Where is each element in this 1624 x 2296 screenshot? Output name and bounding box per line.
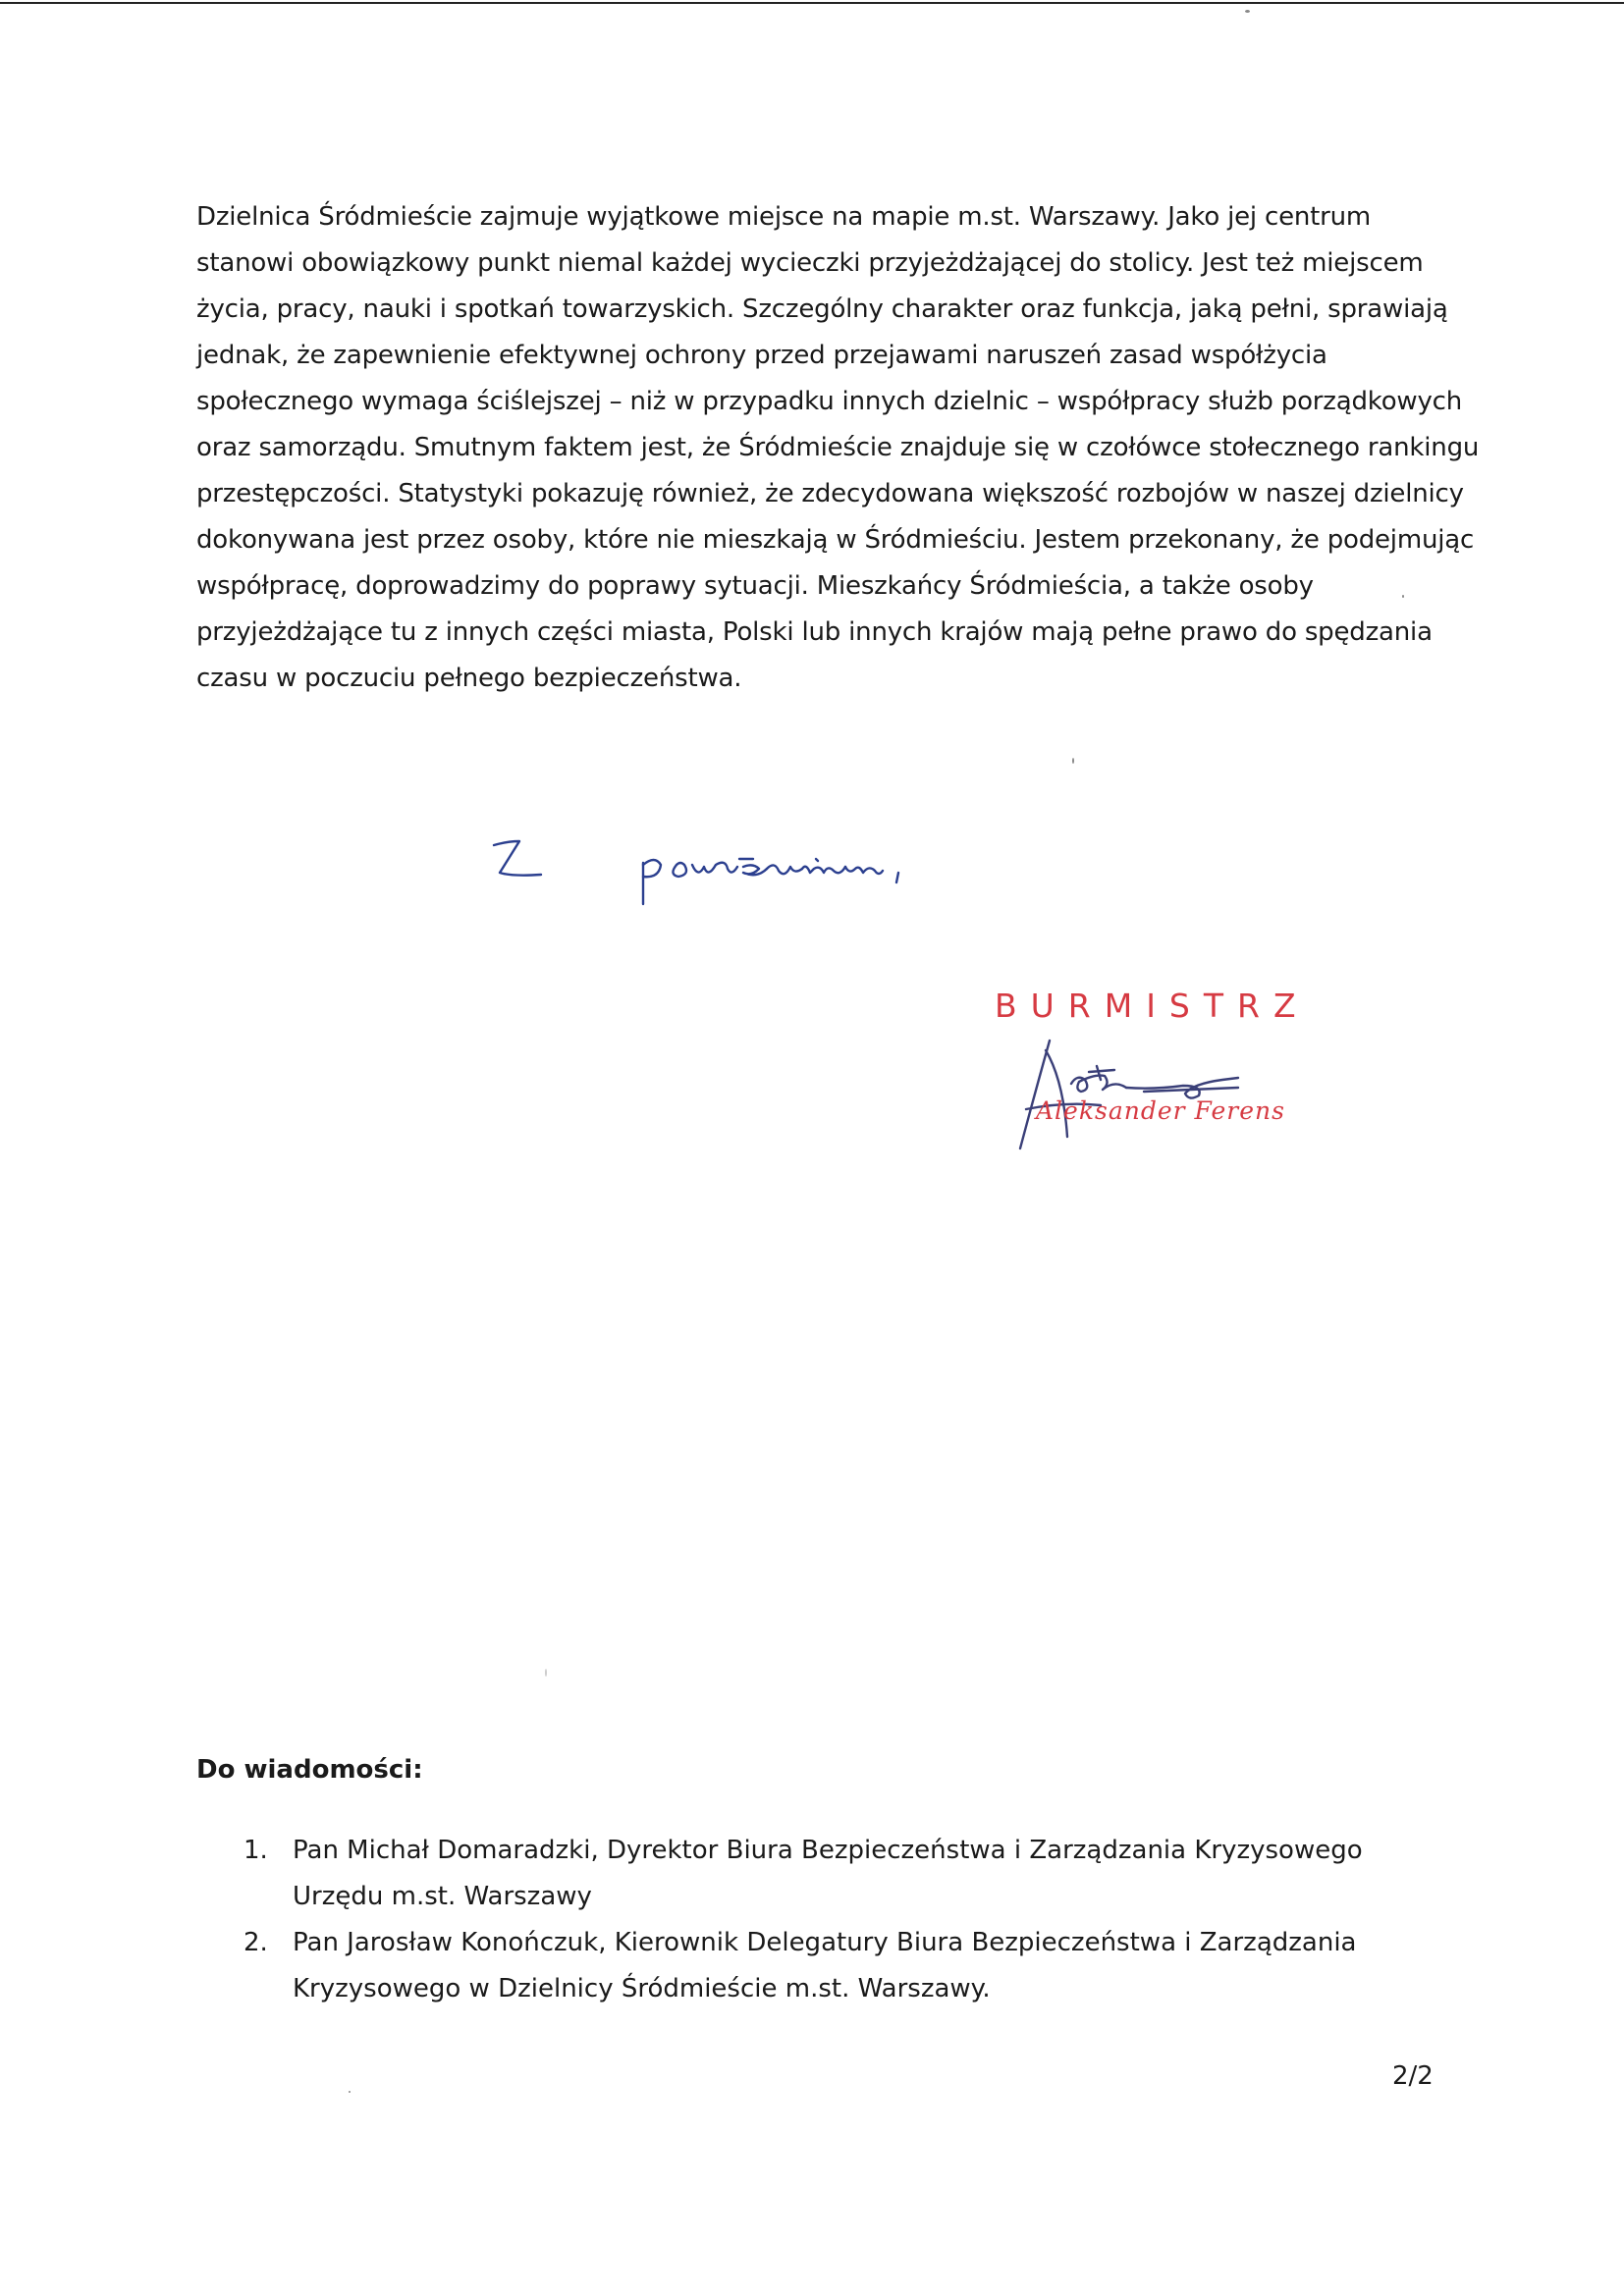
scan-speck bbox=[1402, 595, 1404, 598]
scan-speck bbox=[349, 2091, 351, 2093]
list-item-line: Pan Michał Domaradzki, Dyrektor Biura Bezpieczeństwa i Zarządzania Kryzysowego bbox=[293, 1836, 1363, 1865]
top-edge-rule bbox=[0, 2, 1624, 4]
stamp-title: BURMISTRZ bbox=[995, 987, 1310, 1025]
scan-speck bbox=[545, 1669, 547, 1677]
stamp-name: Aleksander Ferens bbox=[1036, 1096, 1285, 1125]
body-line: Dzielnica Śródmieście zajmuje wyjątkowe miejsce na mapie m.st. Warszawy. Jako jej centrum bbox=[196, 202, 1372, 232]
list-item-text bbox=[293, 1828, 1375, 1920]
body-line: społecznego wymaga ściślejszej – niż w przypadku innych dzielnic – współpracy służb porządkowych bbox=[196, 387, 1463, 416]
mayor-stamp bbox=[987, 987, 1360, 1163]
body-line: dokonywana jest przez osoby, które nie mieszkają w Śródmieściu. Jestem przekonany, że podejmując bbox=[196, 525, 1475, 555]
list-item-text bbox=[293, 1920, 1375, 2012]
body-line: współpracę, doprowadzimy do poprawy sytuacji. Mieszkańcy Śródmieścia, a także osoby bbox=[196, 571, 1314, 601]
body-line: jednak, że zapewnienie efektywnej ochrony przed przejawami naruszeń zasad współżycia bbox=[196, 341, 1327, 370]
scan-speck bbox=[1072, 758, 1074, 764]
body-line: czasu w poczuciu pełnego bezpieczeństwa. bbox=[196, 664, 742, 693]
letter-body-paragraph bbox=[196, 194, 1480, 702]
handwritten-closing bbox=[486, 829, 918, 918]
signature-mark bbox=[1006, 1031, 1330, 1158]
list-item-number: 2. bbox=[244, 1928, 268, 1957]
body-line: życia, pracy, nauki i spotkań towarzyskich. Szczególny charakter oraz funkcja, jaką pełni, sprawiają bbox=[196, 294, 1448, 324]
page-number: 2/2 bbox=[1392, 2061, 1434, 2091]
list-item-line: Pan Jarosław Konończuk, Kierownik Delegatury Biura Bezpieczeństwa i Zarządzania bbox=[293, 1928, 1357, 1957]
list-item-line: Kryzysowego w Dzielnicy Śródmieście m.st. Warszawy. bbox=[293, 1974, 991, 2003]
scan-speck bbox=[1245, 10, 1250, 13]
list-item-number: 1. bbox=[244, 1836, 268, 1865]
body-line: przyjeżdżające tu z innych części miasta, Polski lub innych krajów mają pełne prawo do spędzania bbox=[196, 617, 1433, 647]
body-line: oraz samorządu. Smutnym faktem jest, że Śródmieście znajduje się w czołówce stołecznego rankingu bbox=[196, 433, 1480, 462]
body-line: stanowi obowiązkowy punkt niemal każdej wycieczki przyjeżdżającej do stolicy. Jest też miejscem bbox=[196, 248, 1424, 278]
distribution-heading: Do wiadomości: bbox=[196, 1755, 423, 1785]
body-line: przestępczości. Statystyki pokazuję również, że zdecydowana większość rozbojów w naszej dzielnicy bbox=[196, 479, 1464, 508]
list-item-line: Urzędu m.st. Warszawy bbox=[293, 1882, 592, 1911]
distribution-list bbox=[196, 1828, 1375, 2012]
list-item bbox=[196, 1828, 1375, 1920]
list-item bbox=[196, 1920, 1375, 2012]
